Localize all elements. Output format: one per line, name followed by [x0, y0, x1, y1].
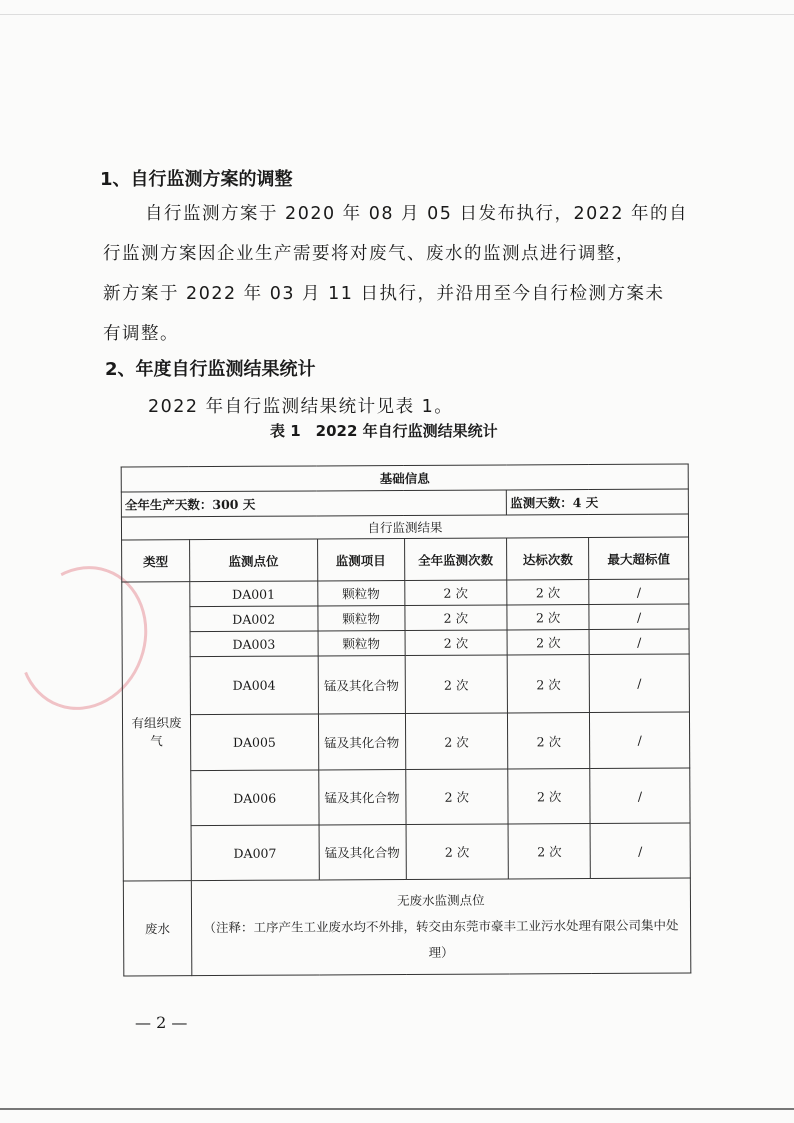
paragraph-line: 自行监测方案于 2020 年 08 月 05 日发布执行，2022 年的自	[145, 204, 689, 224]
scan-edge	[0, 14, 794, 15]
table-row	[122, 654, 689, 715]
col-header: 最大超标值	[589, 537, 689, 580]
cell-item: 颗粒物	[318, 631, 405, 656]
cell-count: 2 次	[405, 769, 508, 825]
table-caption: 表 1 2022 年自行监测结果统计	[270, 422, 498, 440]
cell-item: 锰及其化合物	[318, 656, 405, 714]
cell-max: /	[589, 604, 689, 630]
water-note-detail: （注释：工序产生工业废水均不外排，转交由东莞市豪丰工业污水处理有限公司集中处理）	[203, 917, 679, 960]
cell-max: /	[590, 712, 690, 769]
col-header: 全年监测次数	[404, 538, 507, 581]
cell-pass: 2 次	[507, 580, 589, 605]
table-row	[122, 712, 689, 771]
cell-pass: 2 次	[508, 769, 590, 824]
column-headers	[122, 537, 689, 582]
cell-item: 颗粒物	[317, 581, 404, 606]
cell-max: /	[590, 823, 690, 879]
cell-point: DA004	[190, 656, 318, 715]
table-row	[123, 823, 690, 881]
table-row	[122, 604, 689, 632]
table-row	[122, 579, 689, 607]
cell-pass: 2 次	[508, 713, 590, 769]
cell-point: DA001	[190, 581, 318, 607]
water-note-title: 无废水监测点位	[397, 892, 485, 909]
section-1-heading: 1、自行监测方案的调整	[100, 169, 293, 190]
paragraph-line: 有调整。	[103, 324, 179, 344]
cell-max: /	[590, 768, 690, 824]
page-number: — 2 —	[135, 1013, 188, 1032]
cell-item: 锰及其化合物	[318, 714, 405, 770]
cell-max: /	[589, 629, 689, 655]
cell-max: /	[589, 579, 689, 605]
cell-max: /	[589, 654, 689, 713]
cell-point: DA002	[190, 606, 318, 632]
scan-edge	[0, 1108, 794, 1110]
col-header: 类型	[122, 540, 190, 582]
col-header: 达标次数	[507, 538, 589, 580]
cell-point: DA005	[190, 714, 318, 771]
cell-pass: 2 次	[507, 655, 589, 713]
cell-item: 锰及其化合物	[319, 825, 406, 880]
cell-pass: 2 次	[508, 824, 590, 879]
cell-item: 锰及其化合物	[318, 770, 405, 825]
section-2-heading: 2、年度自行监测结果统计	[105, 359, 316, 380]
cell-count: 2 次	[404, 580, 507, 606]
monitoring-results-table	[121, 464, 692, 977]
section-2-text: 2022 年自行监测结果统计见表 1。	[148, 397, 454, 417]
cell-count: 2 次	[405, 630, 508, 656]
col-header: 监测点位	[189, 539, 317, 582]
paragraph-line: 新方案于 2022 年 03 月 11 日执行，并沿用至今自行检测方案未	[103, 284, 665, 304]
cell-item: 颗粒物	[318, 606, 405, 631]
cell-pass: 2 次	[507, 630, 589, 655]
table-row	[123, 768, 690, 826]
basic-info-header: 基础信息	[121, 464, 688, 492]
cell-pass: 2 次	[507, 605, 589, 630]
cell-count: 2 次	[406, 824, 509, 880]
monitoring-days: 监测天数：4 天	[507, 489, 689, 515]
cell-point: DA007	[191, 825, 319, 881]
cell-count: 2 次	[405, 713, 508, 770]
cell-count: 2 次	[404, 605, 507, 631]
category-water: 废水	[123, 881, 191, 976]
cell-point: DA003	[190, 631, 318, 657]
cell-count: 2 次	[405, 655, 508, 714]
table-row	[122, 629, 689, 657]
col-header: 监测项目	[317, 539, 404, 581]
results-header: 自行监测结果	[121, 514, 688, 540]
production-days: 全年生产天数：300 天	[121, 490, 506, 517]
category-gas: 有组织废气	[122, 582, 191, 881]
table-row-water	[123, 878, 690, 976]
paragraph-line: 行监测方案因企业生产需要将对废气、废水的监测点进行调整，	[103, 244, 635, 264]
cell-point: DA006	[191, 770, 319, 826]
